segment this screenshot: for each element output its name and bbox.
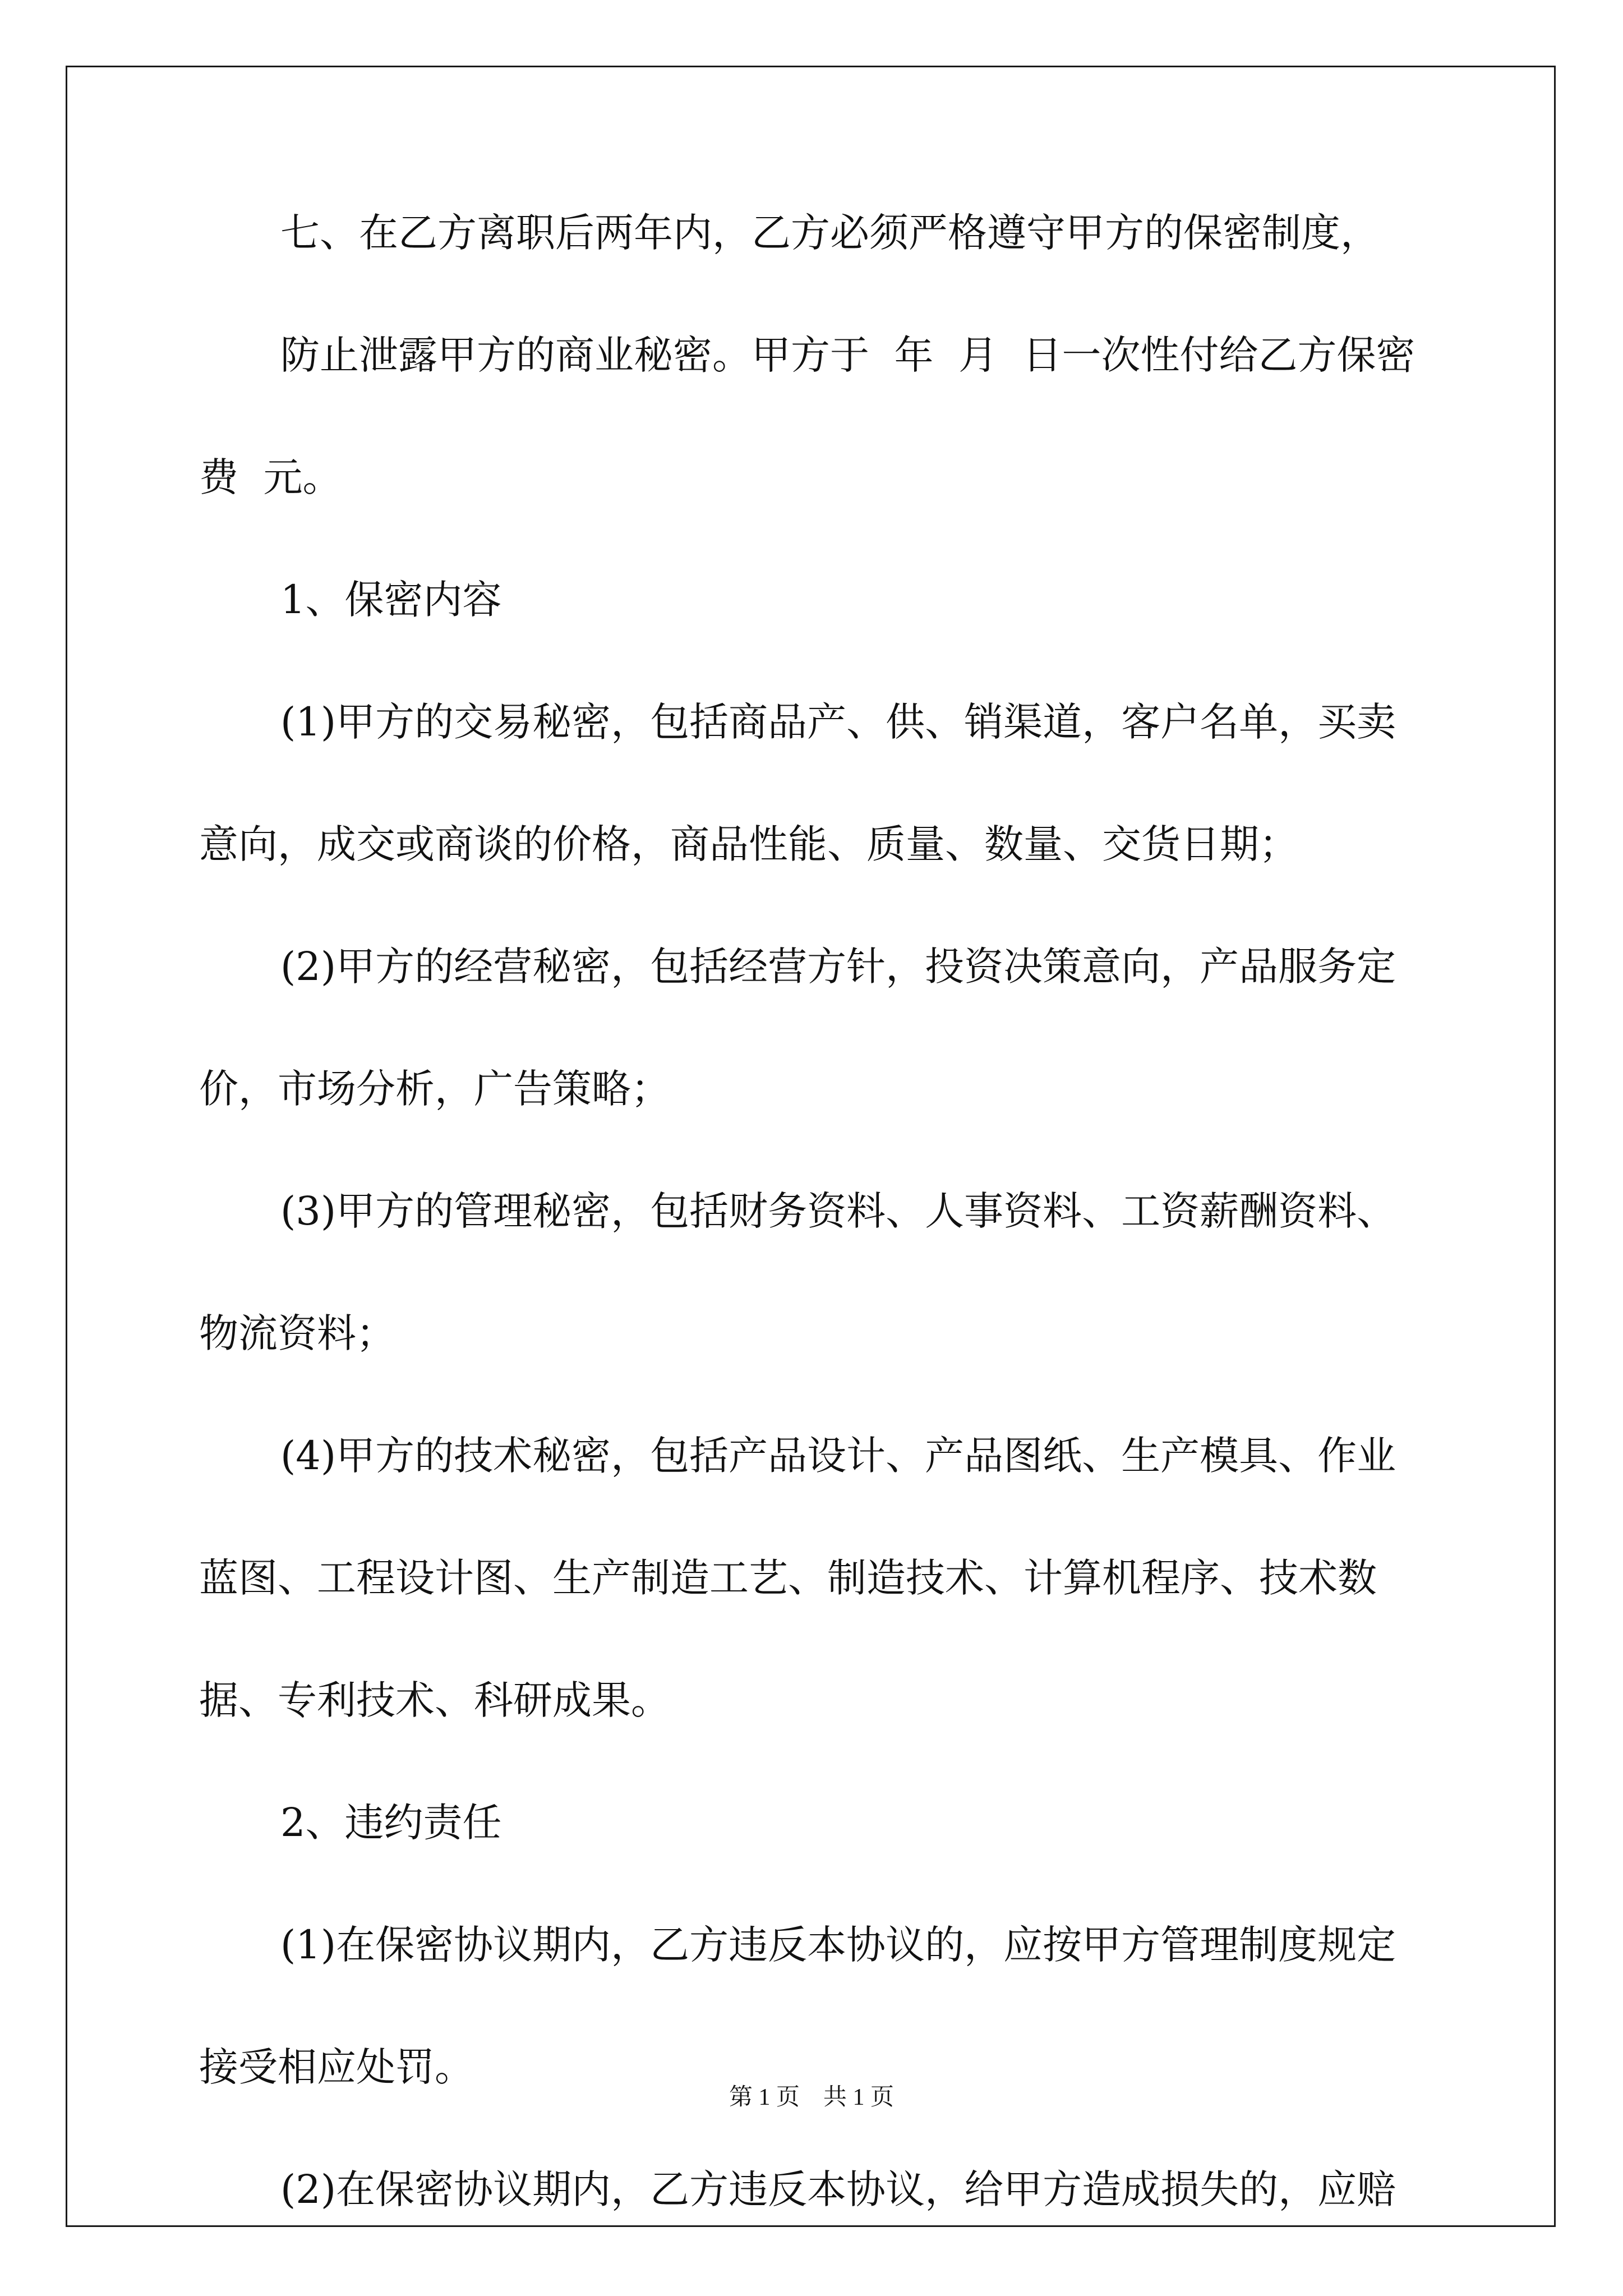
paragraph-line: 防止泄露甲方的商业秘密。甲方于 年 月 日一次性付给乙方保密 — [280, 332, 1415, 378]
section-heading: 1、保密内容 — [280, 577, 502, 623]
paragraph-line: (2)甲方的经营秘密，包括经营方针，投资决策意向，产品服务定 — [280, 944, 1396, 990]
paragraph-line: 意向，成交或商谈的价格，商品性能、质量、数量、交货日期； — [199, 821, 1298, 867]
paragraph-line: 蓝图、工程设计图、生产制造工艺、制造技术、计算机程序、技术数 — [199, 1555, 1377, 1601]
paragraph-line: 据、专利技术、科研成果。 — [199, 1677, 670, 1723]
page-footer: 第 1 页 共 1 页 — [728, 2085, 894, 2110]
paragraph-line: 接受相应处罚。 — [199, 2044, 474, 2090]
section-heading: 2、违约责任 — [280, 1800, 502, 1846]
paragraph-line: (1)甲方的交易秘密，包括商品产、供、销渠道，客户名单，买卖 — [280, 699, 1396, 745]
paragraph-line: 费 元。 — [199, 454, 342, 500]
paragraph-line: 价，市场分析，广告策略； — [199, 1066, 670, 1112]
page-border — [66, 66, 1556, 2227]
paragraph-line: 七、在乙方离职后两年内，乙方必须严格遵守甲方的保密制度， — [280, 210, 1380, 256]
paragraph-line: (1)在保密协议期内，乙方违反本协议的，应按甲方管理制度规定 — [280, 1922, 1396, 1968]
paragraph-line: (2)在保密协议期内，乙方违反本协议，给甲方造成损失的，应赔 — [280, 2166, 1396, 2212]
paragraph-line: (3)甲方的管理秘密，包括财务资料、人事资料、工资薪酬资料、 — [280, 1188, 1396, 1234]
paragraph-line: 物流资料； — [199, 1310, 395, 1356]
paragraph-line: (4)甲方的技术秘密，包括产品设计、产品图纸、生产模具、作业 — [280, 1433, 1396, 1479]
